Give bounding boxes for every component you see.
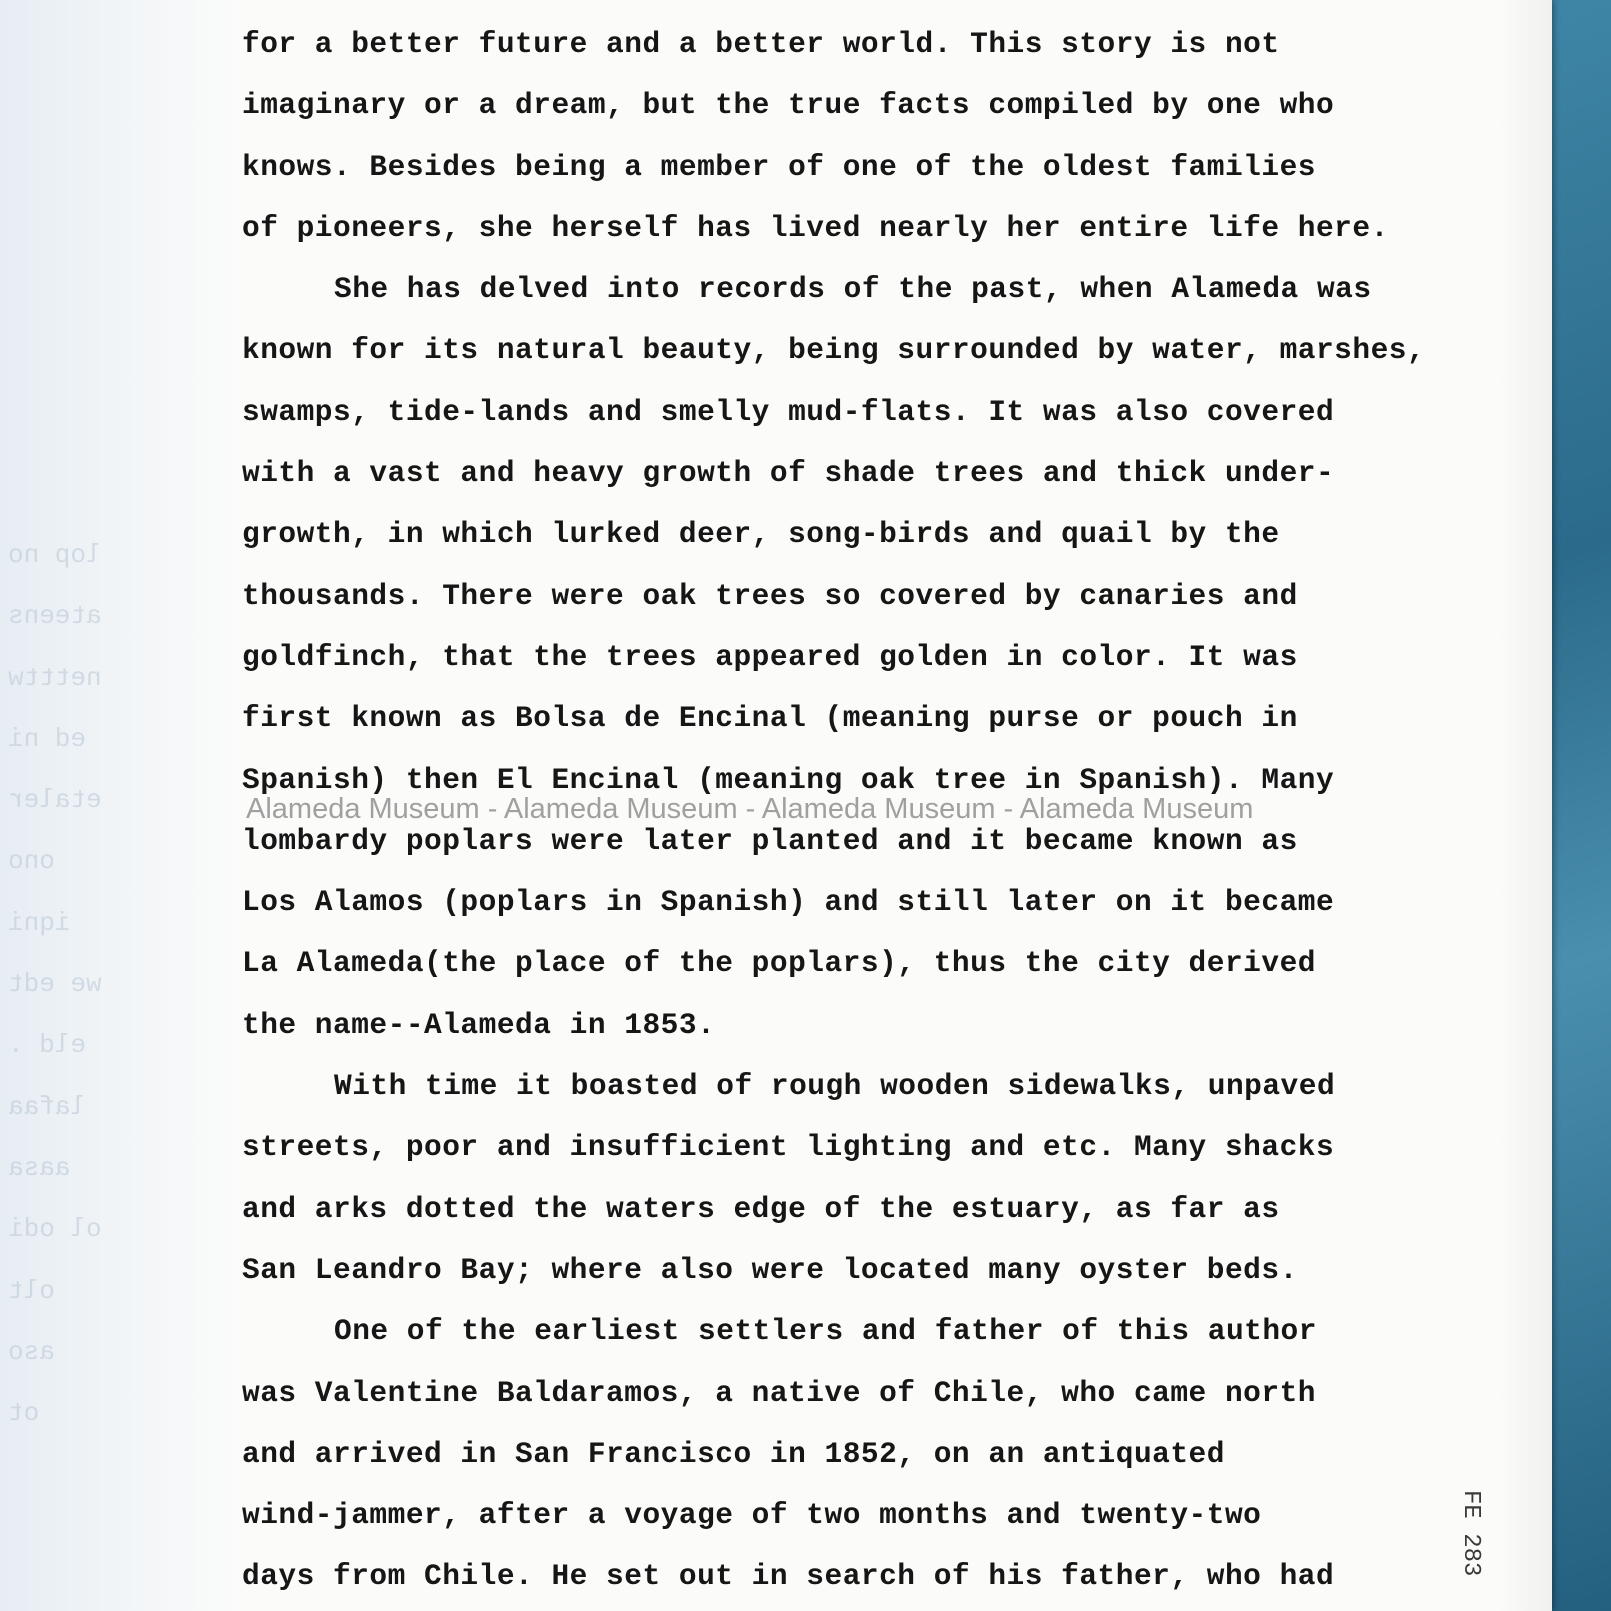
text-line: known for its natural beauty, being surrounded by water, marshes, — [242, 333, 1426, 368]
text-line: One of the earliest settlers and father of this author — [334, 1314, 1317, 1349]
text-line: With time it boasted of rough wooden sidewalks, unpaved — [334, 1069, 1336, 1104]
bleed-through-text: lop no ateens netttw ed ni etaler ono iqni we edt eld . lafaa aasa ol odi olt aso ot — [8, 540, 102, 1429]
text-line: Spanish) then El Encinal (meaning oak tree in Spanish). Many — [242, 762, 1335, 797]
text-line: La Alameda(the place of the poplars), thus the city derived — [242, 946, 1316, 981]
text-line: wind-jammer, after a voyage of two months and twenty-two — [242, 1498, 1262, 1533]
text-line: with a vast and heavy growth of shade trees and thick under- — [242, 456, 1335, 491]
text-line: and arrived in San Francisco in 1852, on an antiquated — [242, 1436, 1225, 1471]
text-line: San Leandro Bay; where also were located many oyster beds. — [242, 1252, 1298, 1287]
text-line: thousands. There were oak trees so covered by canaries and — [242, 578, 1298, 613]
text-line: days from Chile. He set out in search of his father, who had — [242, 1559, 1335, 1594]
text-line: She has delved into records of the past, when Alameda was — [334, 272, 1372, 307]
text-line: goldfinch, that the trees appeared golden in color. It was — [242, 639, 1298, 674]
text-line: streets, poor and insufficient lighting and etc. Many shacks — [242, 1130, 1335, 1165]
text-line: for a better future and a better world. This story is not — [242, 27, 1280, 61]
text-line: first known as Bolsa de Encinal (meaning purse or pouch in — [242, 701, 1298, 736]
text-line: was Valentine Baldaramos, a native of Chile, who came north — [242, 1375, 1316, 1410]
text-line: of pioneers, she herself has lived nearly her entire life here. — [242, 210, 1389, 245]
text-line: lombardy poplars were later planted and it became known as — [242, 823, 1298, 858]
museum-watermark: Alameda Museum - Alameda Museum - Alameda Museum - Alameda Museum — [246, 793, 1254, 825]
text-line: imaginary or a dream, but the true facts compiled by one who — [242, 88, 1335, 123]
text-line: and arks dotted the waters edge of the estuary, as far as — [242, 1191, 1280, 1226]
text-line: knows. Besides being a member of one of the oldest families — [242, 149, 1316, 184]
page-stamp: FE 283 — [1457, 1490, 1484, 1577]
text-line: the name--Alameda in 1853. — [242, 1007, 716, 1042]
text-line: swamps, tide-lands and smelly mud-flats. It was also covered — [242, 394, 1335, 429]
text-line: Los Alamos (poplars in Spanish) and still later on it became — [242, 885, 1335, 920]
text-line: growth, in which lurked deer, song-birds and quail by the — [242, 517, 1280, 552]
